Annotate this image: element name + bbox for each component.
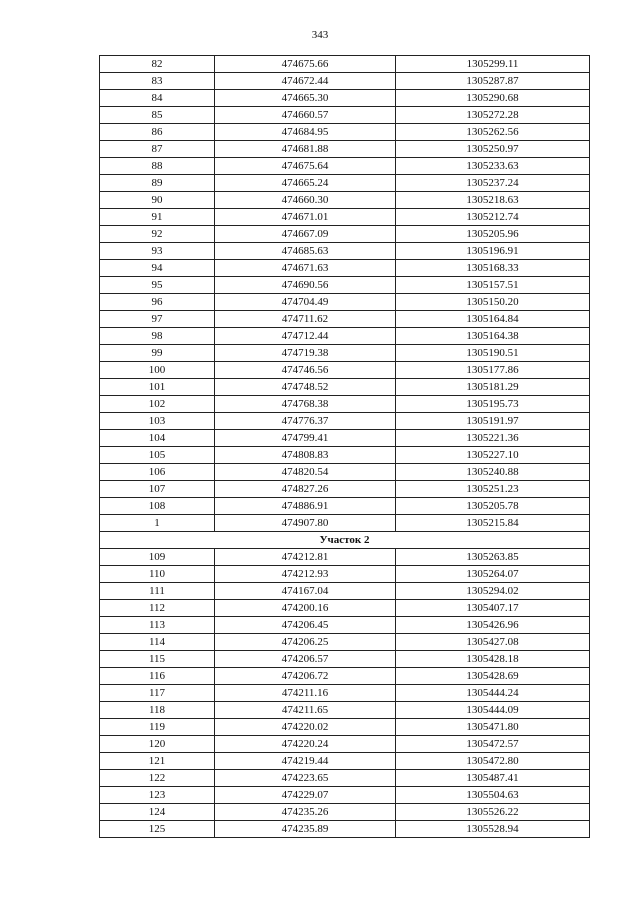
y-coordinate-cell: 1305150.20 xyxy=(396,294,590,311)
page-number: 343 xyxy=(311,29,329,41)
point-number-cell: 98 xyxy=(100,328,215,345)
point-number-cell: 122 xyxy=(100,770,215,787)
y-coordinate-cell: 1305526.22 xyxy=(396,804,590,821)
y-coordinate-cell: 1305196.91 xyxy=(396,243,590,260)
x-coordinate-cell: 474206.45 xyxy=(215,617,396,634)
table-body-section-2 xyxy=(100,549,590,838)
section-title: Участок 2 xyxy=(100,532,590,549)
point-number-cell: 116 xyxy=(100,668,215,685)
table-row xyxy=(100,821,590,838)
table-row xyxy=(100,158,590,175)
table-row xyxy=(100,770,590,787)
y-coordinate-cell: 1305472.80 xyxy=(396,753,590,770)
x-coordinate-cell: 474235.89 xyxy=(215,821,396,838)
table-row xyxy=(100,498,590,515)
y-coordinate-cell: 1305191.97 xyxy=(396,413,590,430)
point-number-cell: 123 xyxy=(100,787,215,804)
table-row xyxy=(100,583,590,600)
x-coordinate-cell: 474799.41 xyxy=(215,430,396,447)
table-row xyxy=(100,481,590,498)
table-row xyxy=(100,192,590,209)
x-coordinate-cell: 474748.52 xyxy=(215,379,396,396)
y-coordinate-cell: 1305212.74 xyxy=(396,209,590,226)
table-row xyxy=(100,753,590,770)
x-coordinate-cell: 474808.83 xyxy=(215,447,396,464)
table-row xyxy=(100,124,590,141)
point-number-cell: 108 xyxy=(100,498,215,515)
table-row xyxy=(100,141,590,158)
table-row xyxy=(100,617,590,634)
table-row xyxy=(100,719,590,736)
y-coordinate-cell: 1305504.63 xyxy=(396,787,590,804)
point-number-cell: 115 xyxy=(100,651,215,668)
point-number-cell: 105 xyxy=(100,447,215,464)
x-coordinate-cell: 474660.57 xyxy=(215,107,396,124)
table-body-section-1 xyxy=(100,56,590,532)
y-coordinate-cell: 1305272.28 xyxy=(396,107,590,124)
table-row xyxy=(100,464,590,481)
x-coordinate-cell: 474206.25 xyxy=(215,634,396,651)
y-coordinate-cell: 1305428.18 xyxy=(396,651,590,668)
point-number-cell: 1 xyxy=(100,515,215,532)
y-coordinate-cell: 1305262.56 xyxy=(396,124,590,141)
table-row xyxy=(100,328,590,345)
y-coordinate-cell: 1305487.41 xyxy=(396,770,590,787)
point-number-cell: 107 xyxy=(100,481,215,498)
x-coordinate-cell: 474671.01 xyxy=(215,209,396,226)
x-coordinate-cell: 474768.38 xyxy=(215,396,396,413)
table-row xyxy=(100,379,590,396)
point-number-cell: 84 xyxy=(100,90,215,107)
y-coordinate-cell: 1305215.84 xyxy=(396,515,590,532)
x-coordinate-cell: 474206.57 xyxy=(215,651,396,668)
table-row xyxy=(100,634,590,651)
x-coordinate-cell: 474685.63 xyxy=(215,243,396,260)
x-coordinate-cell: 474660.30 xyxy=(215,192,396,209)
x-coordinate-cell: 474229.07 xyxy=(215,787,396,804)
table-row xyxy=(100,702,590,719)
y-coordinate-cell: 1305195.73 xyxy=(396,396,590,413)
x-coordinate-cell: 474220.24 xyxy=(215,736,396,753)
point-number-cell: 125 xyxy=(100,821,215,838)
table-row xyxy=(100,260,590,277)
x-coordinate-cell: 474235.26 xyxy=(215,804,396,821)
y-coordinate-cell: 1305237.24 xyxy=(396,175,590,192)
table-row xyxy=(100,362,590,379)
y-coordinate-cell: 1305287.87 xyxy=(396,73,590,90)
x-coordinate-cell: 474907.80 xyxy=(215,515,396,532)
point-number-cell: 119 xyxy=(100,719,215,736)
x-coordinate-cell: 474665.30 xyxy=(215,90,396,107)
x-coordinate-cell: 474206.72 xyxy=(215,668,396,685)
section-header-row-group xyxy=(100,532,590,549)
y-coordinate-cell: 1305205.78 xyxy=(396,498,590,515)
table-row xyxy=(100,804,590,821)
table-row xyxy=(100,651,590,668)
y-coordinate-cell: 1305227.10 xyxy=(396,447,590,464)
point-number-cell: 104 xyxy=(100,430,215,447)
table-row xyxy=(100,515,590,532)
x-coordinate-cell: 474886.91 xyxy=(215,498,396,515)
x-coordinate-cell: 474671.63 xyxy=(215,260,396,277)
y-coordinate-cell: 1305177.86 xyxy=(396,362,590,379)
x-coordinate-cell: 474672.44 xyxy=(215,73,396,90)
table-row xyxy=(100,685,590,702)
y-coordinate-cell: 1305205.96 xyxy=(396,226,590,243)
point-number-cell: 95 xyxy=(100,277,215,294)
point-number-cell: 97 xyxy=(100,311,215,328)
point-number-cell: 124 xyxy=(100,804,215,821)
table-row xyxy=(100,90,590,107)
table-row xyxy=(100,243,590,260)
x-coordinate-cell: 474827.26 xyxy=(215,481,396,498)
x-coordinate-cell: 474211.65 xyxy=(215,702,396,719)
point-number-cell: 82 xyxy=(100,56,215,73)
point-number-cell: 88 xyxy=(100,158,215,175)
point-number-cell: 113 xyxy=(100,617,215,634)
table-row xyxy=(100,566,590,583)
point-number-cell: 93 xyxy=(100,243,215,260)
table-row xyxy=(100,549,590,566)
y-coordinate-cell: 1305181.29 xyxy=(396,379,590,396)
point-number-cell: 90 xyxy=(100,192,215,209)
y-coordinate-cell: 1305157.51 xyxy=(396,277,590,294)
table-row xyxy=(100,447,590,464)
x-coordinate-cell: 474820.54 xyxy=(215,464,396,481)
table-row xyxy=(100,736,590,753)
y-coordinate-cell: 1305264.07 xyxy=(396,566,590,583)
table-row xyxy=(100,226,590,243)
point-number-cell: 85 xyxy=(100,107,215,124)
table-row xyxy=(100,311,590,328)
y-coordinate-cell: 1305472.57 xyxy=(396,736,590,753)
point-number-cell: 112 xyxy=(100,600,215,617)
y-coordinate-cell: 1305168.33 xyxy=(396,260,590,277)
y-coordinate-cell: 1305251.23 xyxy=(396,481,590,498)
table-row xyxy=(100,396,590,413)
y-coordinate-cell: 1305299.11 xyxy=(396,56,590,73)
x-coordinate-cell: 474675.66 xyxy=(215,56,396,73)
y-coordinate-cell: 1305250.97 xyxy=(396,141,590,158)
x-coordinate-cell: 474675.64 xyxy=(215,158,396,175)
y-coordinate-cell: 1305290.68 xyxy=(396,90,590,107)
x-coordinate-cell: 474223.65 xyxy=(215,770,396,787)
table-row xyxy=(100,73,590,90)
y-coordinate-cell: 1305164.38 xyxy=(396,328,590,345)
section-header-row xyxy=(100,532,590,549)
point-number-cell: 100 xyxy=(100,362,215,379)
table-row xyxy=(100,600,590,617)
table-row xyxy=(100,277,590,294)
table-row xyxy=(100,56,590,73)
table-row xyxy=(100,209,590,226)
x-coordinate-cell: 474719.38 xyxy=(215,345,396,362)
point-number-cell: 102 xyxy=(100,396,215,413)
y-coordinate-cell: 1305294.02 xyxy=(396,583,590,600)
y-coordinate-cell: 1305233.63 xyxy=(396,158,590,175)
table-row xyxy=(100,345,590,362)
y-coordinate-cell: 1305164.84 xyxy=(396,311,590,328)
point-number-cell: 110 xyxy=(100,566,215,583)
y-coordinate-cell: 1305528.94 xyxy=(396,821,590,838)
table-row xyxy=(100,668,590,685)
x-coordinate-cell: 474220.02 xyxy=(215,719,396,736)
x-coordinate-cell: 474704.49 xyxy=(215,294,396,311)
point-number-cell: 91 xyxy=(100,209,215,226)
x-coordinate-cell: 474665.24 xyxy=(215,175,396,192)
x-coordinate-cell: 474712.44 xyxy=(215,328,396,345)
table-row xyxy=(100,787,590,804)
y-coordinate-cell: 1305190.51 xyxy=(396,345,590,362)
point-number-cell: 117 xyxy=(100,685,215,702)
y-coordinate-cell: 1305444.09 xyxy=(396,702,590,719)
y-coordinate-cell: 1305407.17 xyxy=(396,600,590,617)
point-number-cell: 83 xyxy=(100,73,215,90)
coordinates-table xyxy=(99,55,590,838)
point-number-cell: 103 xyxy=(100,413,215,430)
point-number-cell: 96 xyxy=(100,294,215,311)
point-number-cell: 109 xyxy=(100,549,215,566)
point-number-cell: 92 xyxy=(100,226,215,243)
x-coordinate-cell: 474681.88 xyxy=(215,141,396,158)
point-number-cell: 106 xyxy=(100,464,215,481)
y-coordinate-cell: 1305444.24 xyxy=(396,685,590,702)
y-coordinate-cell: 1305263.85 xyxy=(396,549,590,566)
x-coordinate-cell: 474211.16 xyxy=(215,685,396,702)
table-row xyxy=(100,430,590,447)
x-coordinate-cell: 474711.62 xyxy=(215,311,396,328)
y-coordinate-cell: 1305221.36 xyxy=(396,430,590,447)
y-coordinate-cell: 1305426.96 xyxy=(396,617,590,634)
table-row xyxy=(100,175,590,192)
point-number-cell: 111 xyxy=(100,583,215,600)
y-coordinate-cell: 1305427.08 xyxy=(396,634,590,651)
point-number-cell: 99 xyxy=(100,345,215,362)
x-coordinate-cell: 474212.81 xyxy=(215,549,396,566)
y-coordinate-cell: 1305218.63 xyxy=(396,192,590,209)
table-row xyxy=(100,107,590,124)
table-row xyxy=(100,294,590,311)
x-coordinate-cell: 474212.93 xyxy=(215,566,396,583)
y-coordinate-cell: 1305471.80 xyxy=(396,719,590,736)
point-number-cell: 86 xyxy=(100,124,215,141)
x-coordinate-cell: 474200.16 xyxy=(215,600,396,617)
x-coordinate-cell: 474684.95 xyxy=(215,124,396,141)
x-coordinate-cell: 474667.09 xyxy=(215,226,396,243)
x-coordinate-cell: 474690.56 xyxy=(215,277,396,294)
table-row xyxy=(100,413,590,430)
x-coordinate-cell: 474746.56 xyxy=(215,362,396,379)
point-number-cell: 89 xyxy=(100,175,215,192)
x-coordinate-cell: 474167.04 xyxy=(215,583,396,600)
point-number-cell: 101 xyxy=(100,379,215,396)
x-coordinate-cell: 474776.37 xyxy=(215,413,396,430)
y-coordinate-cell: 1305240.88 xyxy=(396,464,590,481)
point-number-cell: 118 xyxy=(100,702,215,719)
x-coordinate-cell: 474219.44 xyxy=(215,753,396,770)
point-number-cell: 94 xyxy=(100,260,215,277)
point-number-cell: 121 xyxy=(100,753,215,770)
y-coordinate-cell: 1305428.69 xyxy=(396,668,590,685)
point-number-cell: 114 xyxy=(100,634,215,651)
point-number-cell: 87 xyxy=(100,141,215,158)
point-number-cell: 120 xyxy=(100,736,215,753)
